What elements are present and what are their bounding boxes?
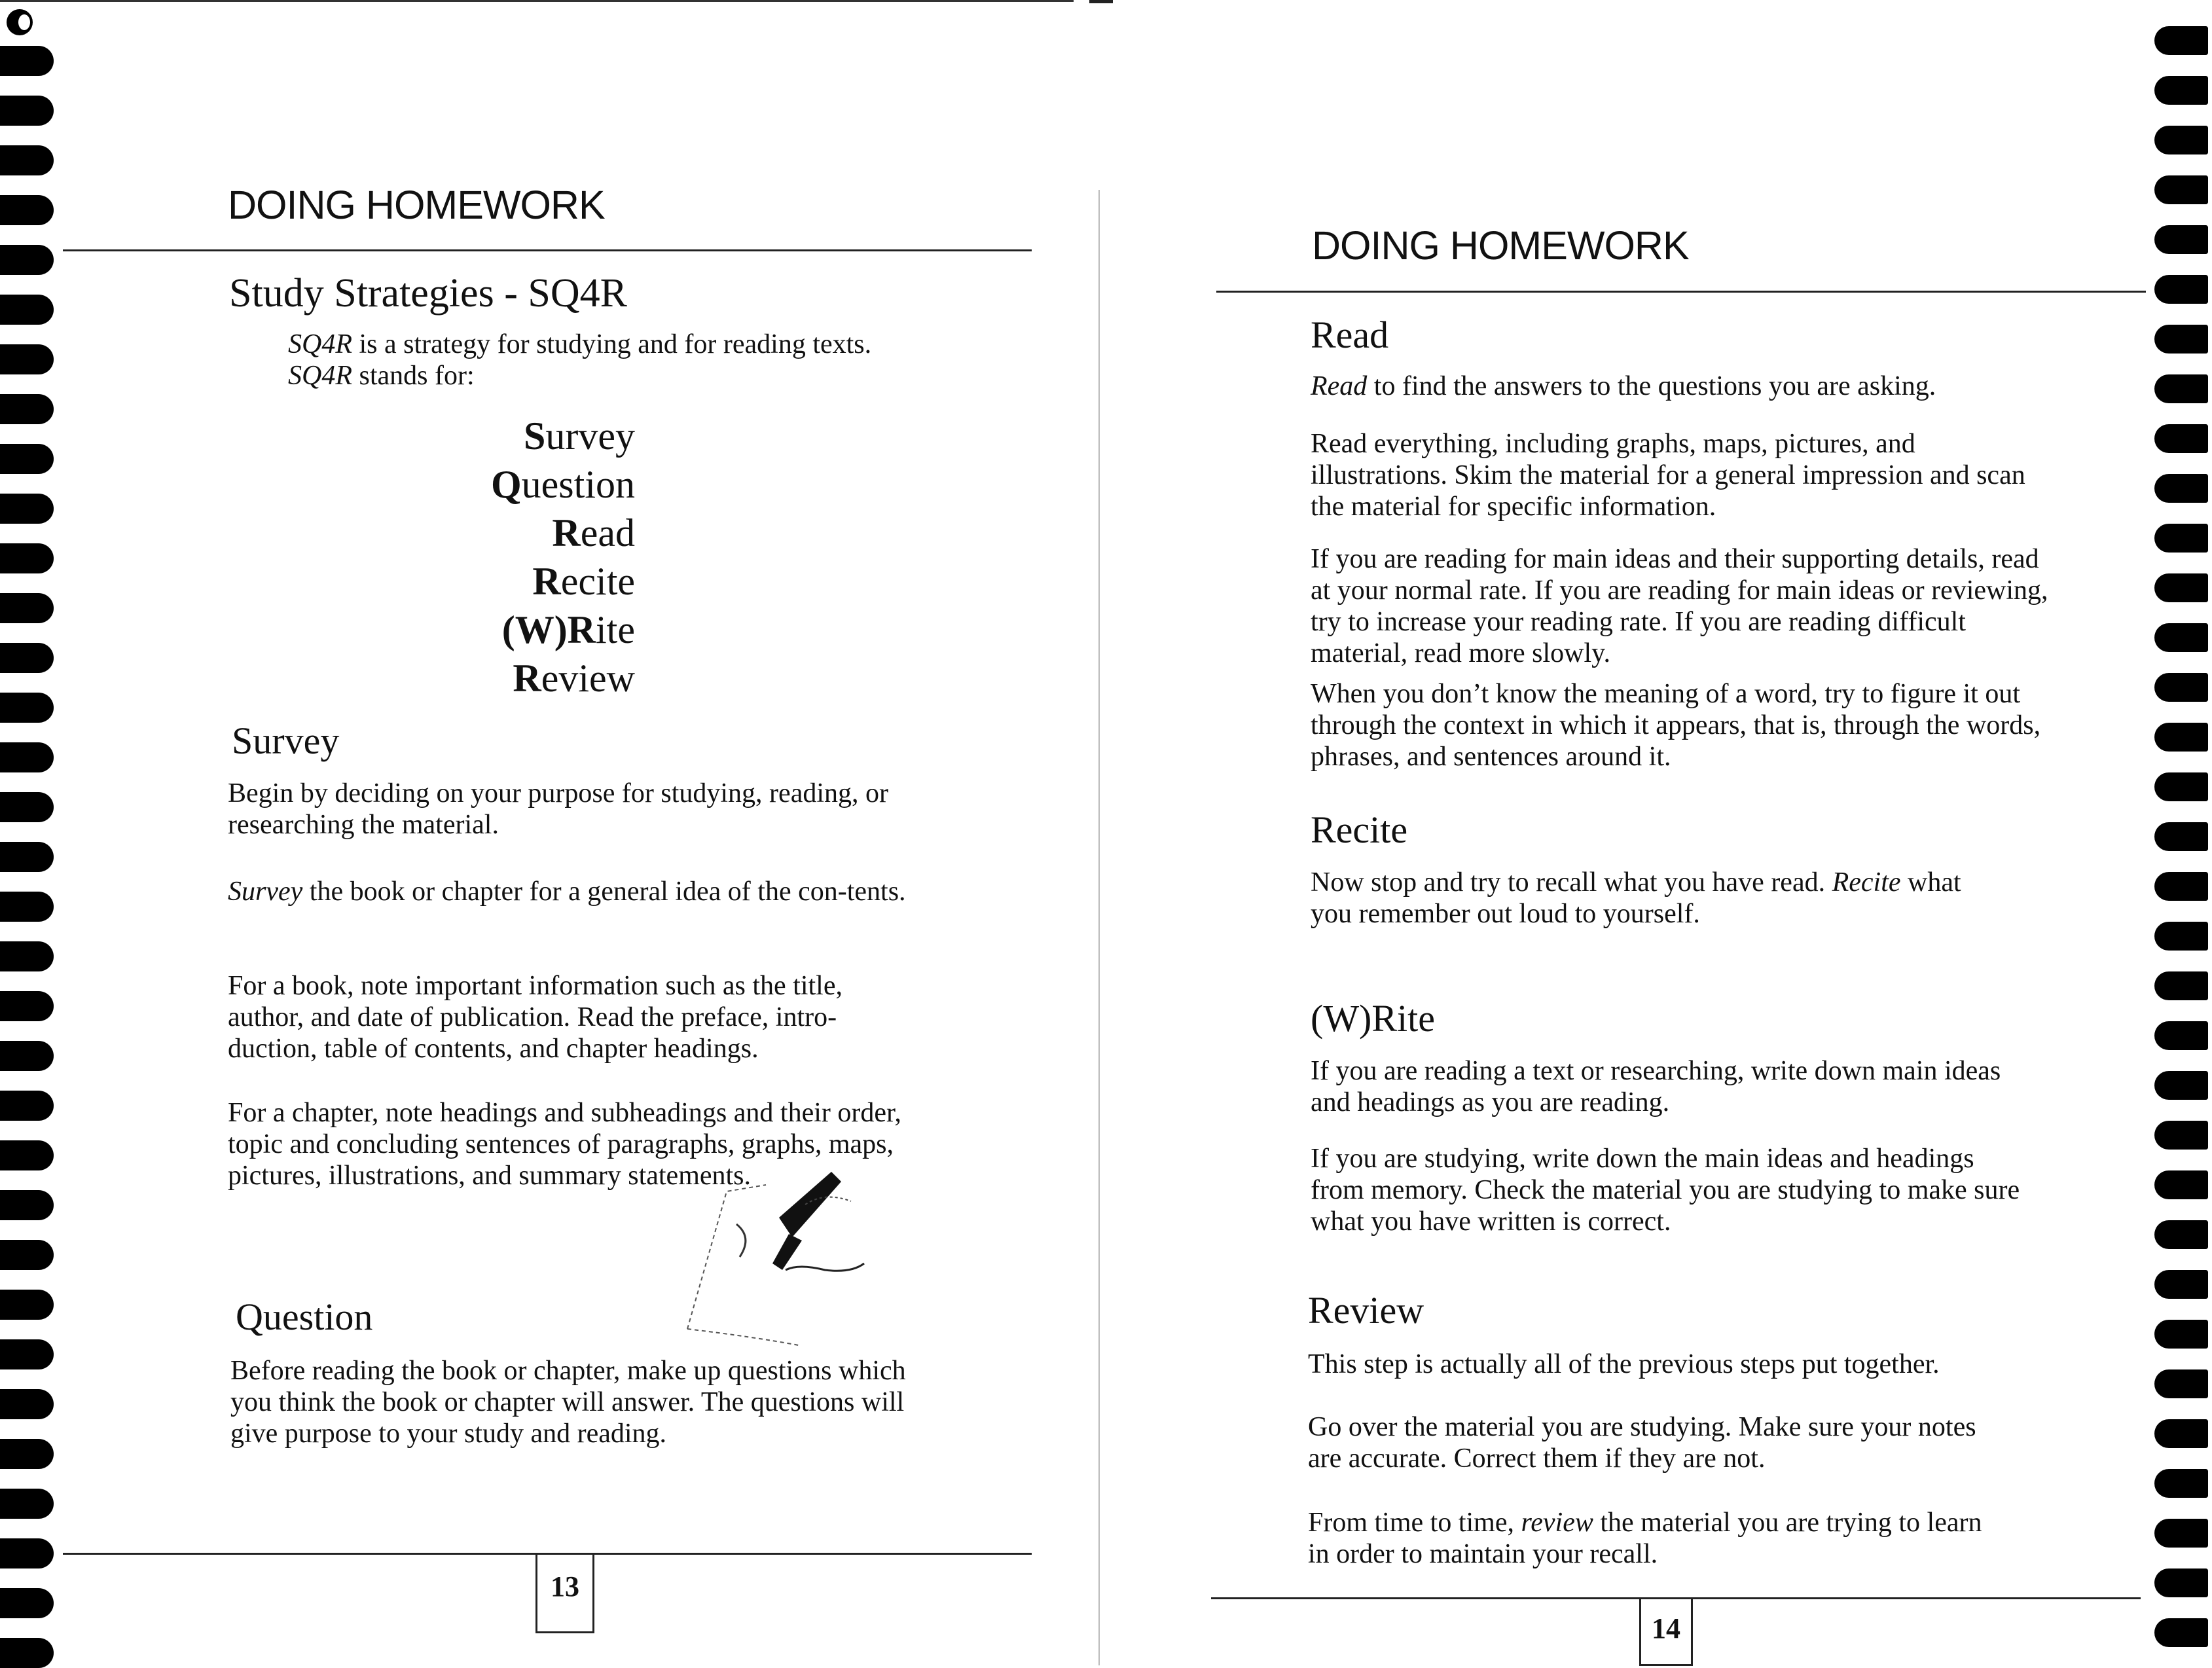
acronym-item <box>524 414 635 459</box>
recite-text: Now stop and try to recall what you have read. <box>1311 867 1832 897</box>
write-paragraph: If you are reading a text or researching, write down main ideas and headings as you are reading. <box>1311 1056 2001 1117</box>
acronym-item <box>513 656 635 701</box>
read-text: to find the answers to the questions you are asking. <box>1367 371 1936 401</box>
read-paragraph: Read everything, including graphs, maps, pictures, and illustrations. Skim the material for a general impression and scan the material for specific information. <box>1311 429 2025 522</box>
sq4r-term: SQ4R <box>288 361 352 391</box>
survey-paragraph: For a book, note important information such as the title, author, and date of publication. Read the preface, intro-duction, table of contents, and chapter headings. <box>228 971 843 1064</box>
survey-paragraph <box>228 876 922 907</box>
acronym-rest: uestion <box>521 463 635 506</box>
intro-text: stands for: <box>352 361 475 391</box>
page-title: Study Strategies - SQ4R <box>229 271 627 316</box>
acronym-letter: (W)R <box>501 608 596 651</box>
review-term: review <box>1521 1508 1593 1538</box>
acronym-item <box>552 511 635 556</box>
acronym-rest: urvey <box>545 414 635 458</box>
read-paragraph: If you are reading for main ideas and their supporting details, read at your normal rate. If you are reading for main ideas or reviewing, try to increase your reading rate. If you are reading difficult material, read more slowly. <box>1311 544 2048 668</box>
write-paragraph: If you are studying, write down the main ideas and headings from memory. Check the material you are studying to make sure what you have written is correct. <box>1311 1144 2020 1237</box>
review-text: From time to time, <box>1308 1508 1521 1538</box>
acronym-letter: R <box>552 511 581 554</box>
page-number: 13 <box>535 1554 594 1633</box>
acronym-letter: S <box>524 414 546 458</box>
recite-paragraph <box>1311 867 1978 930</box>
recite-text: what you remember out loud to yourself. <box>1311 867 1961 929</box>
header-rule <box>63 249 1032 251</box>
review-paragraph: This step is actually all of the previous steps put together. <box>1308 1349 1940 1379</box>
acronym-rest: ead <box>580 511 635 554</box>
left-page <box>0 0 1100 1665</box>
survey-text: the book or chapter for a general idea of the con-tents. <box>302 877 906 907</box>
page-number: 14 <box>1639 1599 1693 1666</box>
survey-paragraph: For a chapter, note headings and subheadings and their order, topic and concluding sentences of paragraphs, graphs, maps, pictures, illustrations, and summary statements. <box>228 1098 901 1191</box>
review-paragraph: Go over the material you are studying. Make sure your notes are accurate. Correct them if they are not. <box>1308 1412 1976 1474</box>
read-paragraph: When you don’t know the meaning of a word, try to figure it out through the context in which it appears, that is, through the words, phrases, and sentences around it. <box>1311 679 2041 772</box>
recite-heading: Recite <box>1311 808 1408 851</box>
intro-paragraph <box>288 329 897 391</box>
acronym-item <box>532 559 635 604</box>
write-heading: (W)Rite <box>1311 997 1436 1040</box>
survey-paragraph: Begin by deciding on your purpose for studying, reading, or researching the material. <box>228 778 888 840</box>
read-paragraph <box>1311 371 1998 402</box>
page-header: DOING HOMEWORK <box>1312 223 1689 268</box>
question-paragraph: Before reading the book or chapter, make up questions which you think the book or chapter will answer. The questions will give purpose to your study and reading. <box>230 1356 906 1449</box>
acronym-rest: eview <box>541 657 635 700</box>
acronym-letter: Q <box>491 463 522 506</box>
review-text: the material you are trying to learn in order to maintain your recall. <box>1308 1508 1982 1569</box>
hand-writing-illustration <box>674 1165 871 1349</box>
right-page <box>1100 0 2212 1665</box>
intro-text: is a strategy for studying and for reading texts. <box>352 329 872 359</box>
review-paragraph <box>1308 1507 1995 1570</box>
review-heading: Review <box>1308 1289 1424 1332</box>
acronym-letter: R <box>513 657 541 700</box>
survey-term: Survey <box>228 877 303 907</box>
read-term: Read <box>1311 371 1368 401</box>
acronym-rest: ecite <box>560 560 635 603</box>
page-header: DOING HOMEWORK <box>228 183 605 227</box>
sq4r-term: SQ4R <box>288 329 352 359</box>
acronym-item <box>491 462 635 507</box>
acronym-rest: ite <box>596 608 635 651</box>
question-heading: Question <box>236 1296 373 1338</box>
read-heading: Read <box>1311 314 1389 356</box>
recite-term: Recite <box>1832 867 1901 897</box>
header-rule <box>1216 291 2146 293</box>
survey-heading: Survey <box>232 719 340 762</box>
acronym-item <box>502 607 635 653</box>
acronym-letter: R <box>532 560 561 603</box>
